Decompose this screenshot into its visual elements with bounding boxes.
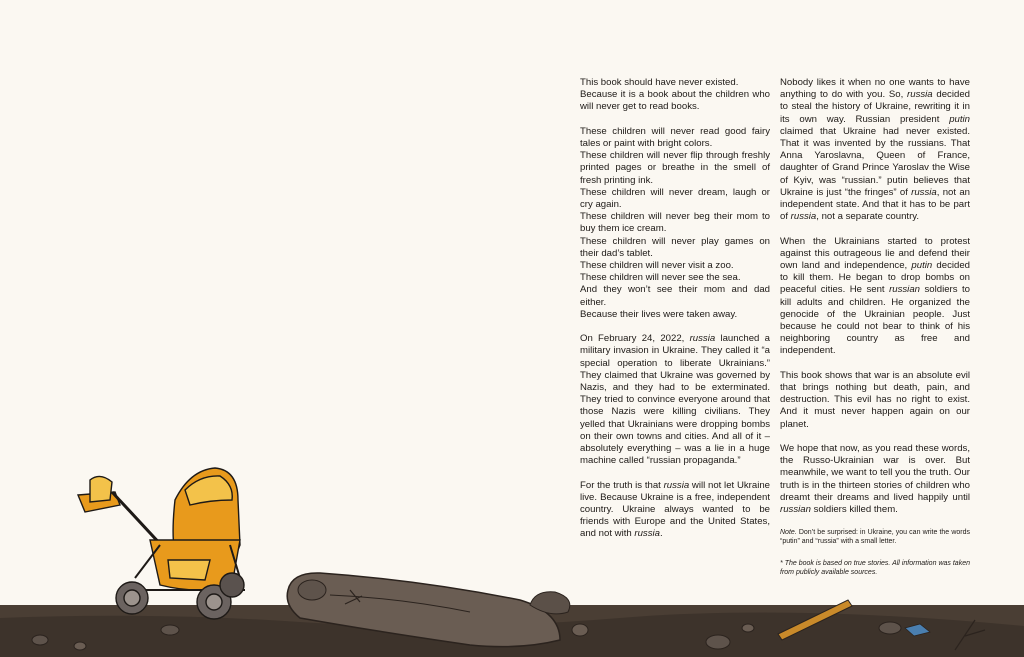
list-item: These children will never read good fairy tales or paint with bright colors. [580,125,770,149]
history-paragraph: Nobody likes it when no one wants to have anything to do with you. So, russia decided to steal the history of Ukraine, rewriting it in its own way. Russian president putin claimed that Ukraine had never existed. That it was invented by the russians. That Anna Yaroslavna, Queen of France, daughter of Grand Prince Yaroslav the Wise of Kyiv, was “russian.” putin believes that Ukraine is just “the fringes” of russia, not an independent state. And that it has to be part of russia, not a separate country. [780,77,970,223]
footnote: * The book is based on true stories. All information was taken from publicly available sources. [780,559,970,576]
list-item: Because their lives were taken away. [580,308,738,320]
list-item: These children will never play games on their dad’s tablet. [580,235,770,259]
list-item: These children will never beg their mom to buy them ice cream. [580,211,770,235]
rock [572,624,588,636]
rock [74,642,86,650]
stroller [78,468,245,619]
rock [161,625,179,635]
evil-paragraph: This book shows that war is an absolute evil that brings nothing but death, pain, and destruction. This evil has no right to exist. And it must never happen again on our planet. [780,369,970,430]
hope-paragraph: We hope that now, as you read these words, the Russo-Ukrainian war is over. But meanwhile, we want to tell you the truth. Our truth is in the thirteen stories of children who dreamt their dreams and lived happily until russian soldiers killed them. [780,443,970,516]
list-item: These children will never dream, laugh or cry again. [580,186,770,211]
protest-paragraph: When the Ukrainians started to protest against this outrageous lie and defend their own land and independence, putin decided to kill them. He began to drop bombs on peaceful cities. He sent russian soldiers to kill adults and children. He organized the genocide of the Ukrainian people. Just because he could not bear to think of his neighboring country as free and independent. [780,235,970,357]
rock [298,580,326,600]
children-list [580,126,770,321]
list-item: These children will never visit a zoo. [580,260,734,272]
note: Note. Don’t be surprised: in Ukraine, you can write the words “putin” and “russia” with a small letter. [780,529,970,546]
rock [879,622,901,634]
list-item: These children will never see the sea. [580,272,741,284]
truth-paragraph: For the truth is that russia will not let Ukraine live. Because Ukraine is a free, independent country. Ukraine always wanted to be friends with Europe and the United States, and not with russia. [580,479,770,540]
rock [706,635,730,649]
list-item: And they won’t see their mom and dad either. [580,284,770,308]
intro-paragraph: This book should have never existed. Because it is a book about the children who will never get to read books. [580,77,770,113]
rock [32,635,48,645]
list-item: These children will never flip through freshly printed pages or breathe in the smell of fresh printing ink. [580,150,770,186]
invasion-paragraph: On February 24, 2022, russia launched a military invasion in Ukraine. They called it “a special operation to liberate Ukrainians.” They claimed that Ukraine was governed by Nazis, and they had to be exterminated. They tried to convince everyone around that those Nazis were killing civilians. They yelled that Ukrainians were dropping bombs on their own towns and cities. And all of it – absolutely everything – was a lie in a huge machine called “russian propaganda.” [580,333,770,467]
text-column-right [780,77,970,589]
stroller-wheel [220,573,244,597]
rock [742,624,754,632]
text-column-left [580,77,770,553]
